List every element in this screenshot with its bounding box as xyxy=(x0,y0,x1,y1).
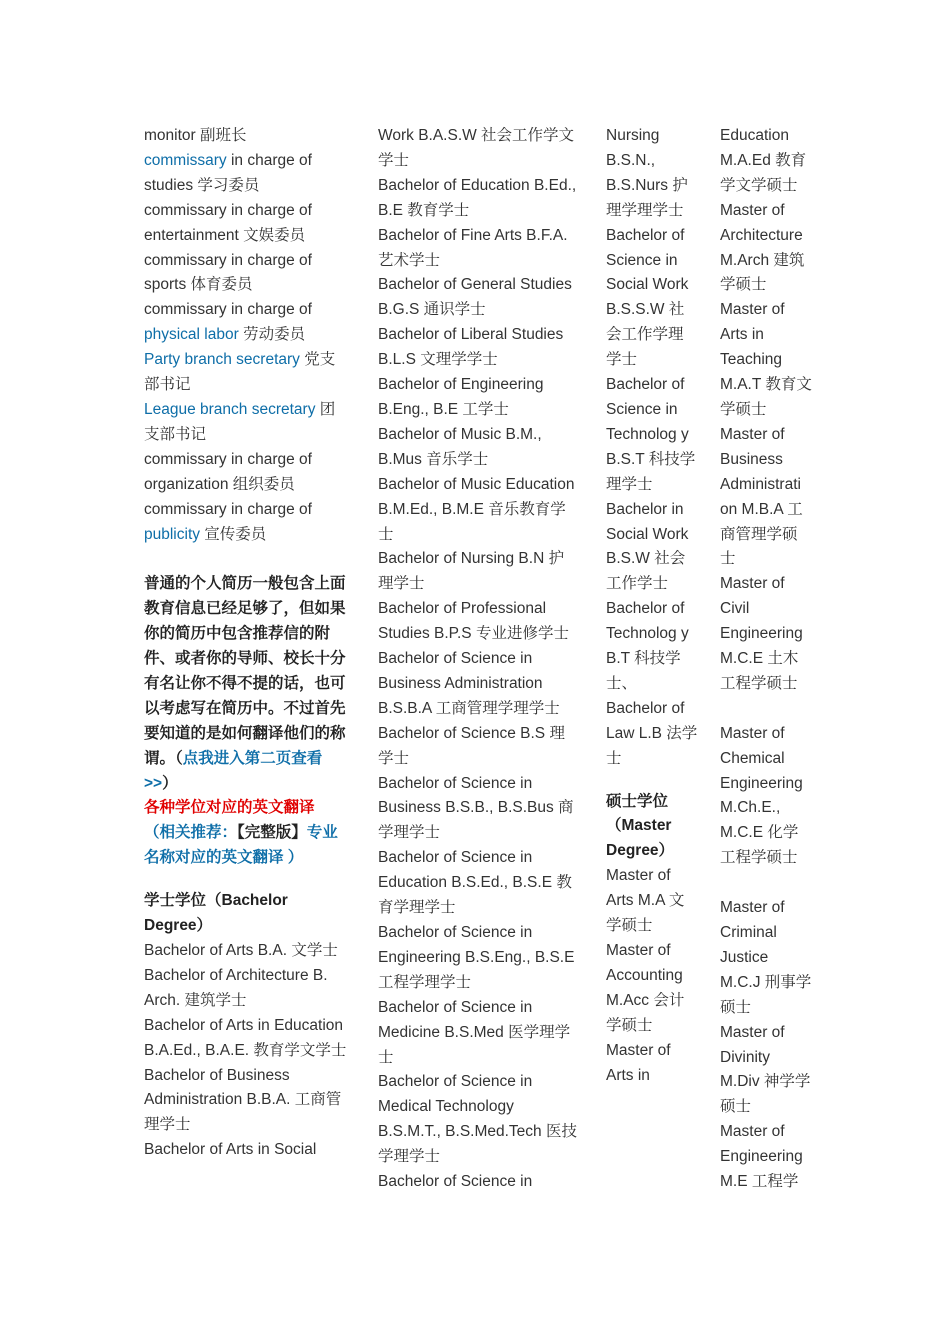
role-item xyxy=(144,398,349,448)
degree-item: Bachelor of Science in Engineering B.S.Eng., B.S.E 工程学理学士 xyxy=(378,924,575,991)
related-text[interactable]: 专业名称对应的英文翻译 ） xyxy=(144,824,338,867)
degree-item: Bachelor of Arts B.A. 文学士 xyxy=(144,941,338,959)
column-2 xyxy=(378,124,578,1195)
master-list xyxy=(606,864,698,1088)
degree-item: Master of Divinity M.Div 神学学硕士 xyxy=(720,1023,811,1116)
bachelor-list xyxy=(144,939,349,1163)
degree-item: Master of Criminal Justice M.C.J 刑事学硕士 xyxy=(720,899,812,1016)
role-item xyxy=(144,448,349,498)
degree-item: Bachelor of Engineering B.Eng., B.E 工学士 xyxy=(378,376,544,418)
role-text: 党支部书记 xyxy=(144,351,336,394)
master-list-chemical xyxy=(720,722,812,871)
spacer xyxy=(606,772,698,790)
role-text[interactable]: publicity xyxy=(144,525,200,543)
role-text: 团支部书记 xyxy=(144,400,336,443)
degree-item: Bachelor of Science in Education B.S.Ed., B.S.E 教育学理学士 xyxy=(378,849,572,917)
role-item xyxy=(144,298,349,348)
role-text: 宣传委员 xyxy=(200,525,267,543)
degree-item: Bachelor of Science in Medicine B.S.Med 医学理学士 xyxy=(378,998,571,1066)
degree-item: Bachelor of Education B.Ed., B.E 教育学士 xyxy=(378,176,577,219)
spacer xyxy=(144,547,349,572)
related-text[interactable]: （相关推荐： xyxy=(144,824,238,842)
role-text: monitor 副班长 xyxy=(144,127,247,144)
degree-item: Bachelor of Science in Technolog y B.S.T 科技学理学士 xyxy=(606,376,696,493)
spacer xyxy=(720,871,812,896)
role-text[interactable]: Party branch secretary xyxy=(144,351,300,369)
degree-item: Bachelor of Music B.M., B.Mus 音乐学士 xyxy=(378,425,542,468)
degree-item: Master of Architecture M.Arch 建筑学硕士 xyxy=(720,201,805,294)
degree-item: Work B.A.S.W 社会工作学文学士 xyxy=(378,127,575,169)
role-text: commissary in charge of xyxy=(144,301,312,319)
degree-item: Bachelor in Social Work B.S.W 社会工作学士 xyxy=(606,500,689,593)
degree-item: Bachelor of Science in Business B.S.B., B.S.Bus 商学理学士 xyxy=(378,774,574,842)
bachelor-list-end xyxy=(606,124,698,772)
spacer xyxy=(720,697,812,722)
role-text: commissary in charge of xyxy=(144,500,312,518)
column-1 xyxy=(144,124,349,1163)
intro-text: ） xyxy=(162,774,178,792)
degree-item: Education M.A.Ed 教育学文学硕士 xyxy=(720,127,807,194)
degree-heading: 各种学位对应的英文翻译 xyxy=(144,799,315,817)
role-text: commissary in charge of sports 体育委员 xyxy=(144,251,312,294)
degree-item: Bachelor of Technolog y B.T 科技学士、Bachelor of Law L.B 法学士 xyxy=(606,600,698,767)
degree-item: Bachelor of Science B.S 理学士 xyxy=(378,724,565,767)
master-list-continued xyxy=(720,124,812,697)
degree-item: Master of Civil Engineering M.C.E 土木工程学硕士 xyxy=(720,575,803,692)
degree-item: Bachelor of Science in Business Administration B.S.B.A 工商管理学理学士 xyxy=(378,650,560,717)
spacer xyxy=(144,871,349,889)
degree-item: Master of Accounting M.Acc 会计学硕士 xyxy=(606,942,685,1034)
degree-item: Master of Chemical Engineering M.Ch.E., M.C.E 化学工程学硕士 xyxy=(720,724,803,867)
degree-item: Bachelor of Professional Studies B.P.S 专业进修学士 xyxy=(378,600,569,643)
column-3 xyxy=(606,124,698,1088)
column-4 xyxy=(720,124,812,1195)
degree-item: Nursing B.S.N., B.S.Nurs 护理学理学士 xyxy=(606,127,688,219)
class-roles-list xyxy=(144,124,349,547)
role-text: in charge of studies 学习委员 xyxy=(144,151,312,194)
degree-item: Bachelor of Science in Social Work B.S.S.W 社会工作学理学士 xyxy=(606,226,689,369)
degree-item: Bachelor of Fine Arts B.F.A. 艺术学士 xyxy=(378,226,568,269)
master-list-end xyxy=(720,896,812,1195)
role-item xyxy=(144,199,349,249)
degree-item: Bachelor of Science in Medical Technology B.S.M.T., B.S.Med.Tech 医技学理学士 xyxy=(378,1073,577,1166)
role-item xyxy=(144,124,349,149)
degree-item: Master of Engineering M.E 工程学 xyxy=(720,1123,803,1191)
master-heading: 硕士学位（Master Degree） xyxy=(606,792,675,860)
related-text: 【完整版】 xyxy=(237,824,307,842)
role-text: commissary in charge of organization 组织委员 xyxy=(144,450,312,493)
degree-item: Master of Arts in xyxy=(606,1041,671,1084)
role-item xyxy=(144,249,349,299)
intro-text: 普通的个人简历一般包含上面教育信息已经足够了，但如果你的简历中包含推荐信的附件、或者你的导师、校长十分有名让你不得不提的话，也可以考虑写在简历中。不过首先要知道的是如何翻译他们的称谓。（ xyxy=(144,575,346,767)
degree-item: Master of Arts in Teaching M.A.T 教育文学硕士 xyxy=(720,301,812,418)
degree-item: Bachelor of Architecture B. Arch. 建筑学士 xyxy=(144,966,328,1009)
degree-item: Bachelor of General Studies B.G.S 通识学士 xyxy=(378,276,572,319)
degree-item: Bachelor of Nursing B.N 护理学士 xyxy=(378,550,565,593)
bachelor-list-continued xyxy=(378,124,578,1195)
degree-item: Bachelor of Liberal Studies B.L.S 文理学学士 xyxy=(378,326,564,369)
bachelor-heading: 学士学位（Bachelor Degree） xyxy=(144,892,288,935)
degree-item: Bachelor of Business Administration B.B.A. 工商管理学士 xyxy=(144,1066,342,1134)
intro-paragraph xyxy=(144,572,349,796)
role-item xyxy=(144,348,349,398)
degree-item: Master of Arts M.A 文学硕士 xyxy=(606,867,685,935)
degree-item: Bachelor of Arts in Education B.A.Ed., B.A.E. 教育学文学士 xyxy=(144,1016,347,1059)
role-text: commissary in charge of entertainment 文娱委员 xyxy=(144,201,312,244)
degree-item: Bachelor of Science in xyxy=(378,1173,533,1191)
role-text[interactable]: commissary xyxy=(144,151,227,169)
role-text[interactable]: physical labor xyxy=(144,326,239,344)
role-text[interactable]: League branch secretary xyxy=(144,400,316,418)
intro-text[interactable]: 点我进入第二页查看>> xyxy=(144,749,323,792)
related-link-line xyxy=(144,821,349,871)
degree-item: Bachelor of Music Education B.M.Ed., B.M.E 音乐教育学士 xyxy=(378,475,575,543)
role-item xyxy=(144,149,349,199)
degree-item: Bachelor of Arts in Social xyxy=(144,1141,317,1159)
role-text: 劳动委员 xyxy=(238,326,306,344)
role-item xyxy=(144,498,349,548)
degree-item: Master of Business Administrati on M.B.A 工商管理学硕士 xyxy=(720,425,803,568)
